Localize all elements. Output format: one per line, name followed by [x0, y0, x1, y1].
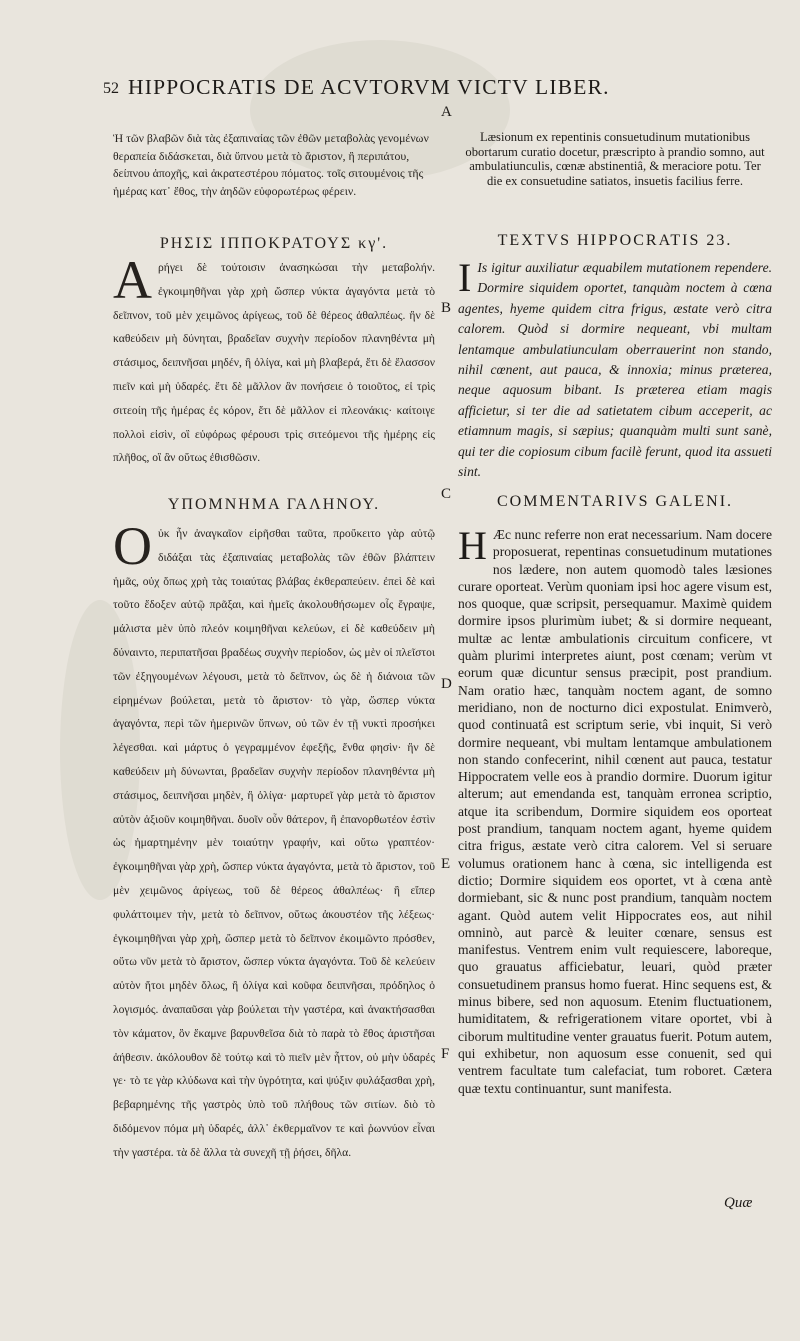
latin-commentary-body: Æc nunc referre non erat necessarium. Nam docere proposuerat, repentinas consuetudinum mutationes nos lædere, non autem quomodò tales læsiones curare oporteat. Verùm quoniam ipsi hoc agere visum est, nos quoque, quæ scripsit, persequamur. Maximè quidem dormire ipsos plurimùm iubet; & si dormire nequeant, multæ ac lentæ ambulationis circuitum conficere, vt quàm plurimi interpretes aiunt, post cœnam; verùm vt eorum quæ dicuntur sensus præcipit, post prandium. Nam oratio hæc, tanquàm noctem agant, de somno meridiano, non de nocturno dici expostulat. Enimverò, quod continuatâ est scriptum serie, vbi inquit, Si verò dormire nequeant, vbi multam lentamque ambulationem non stando confecerint, nihil cœnent aut pauca, testatur Hippocratem velle eos à prandio dormire. Duorum igitur alterum; aut emendanda est, tanquàm erronea scriptio, atque ita scribendum, Dormire siquidem eos oporteat post prandium, tanquam noctem agant, hyeme quidem citra frigus, æstate verò citra calorem. Vel si seruare volumus orationem hanc à cœna, sic intelligenda est dictio; Dormire siquidem eos oportet, vt à cœna antè dormiebant, sic & nunc post prandium, tanquàm noctem agant. Quòd autem velit Hippocrates eos, aut nihil omninò, aut parcè & leuiter cœnare, sensus est manifestus. Ventrem enim vult requiescere, laboreque, quo grauatus afficiebatur, leuari, quòd præter consuetudinem pransus homo fuerat. Hinc sequens est, & minus bibere, sed non aquosum. Etenim fluctuationem, humiditatem, & refrigerationem vitare oportet, vbi à ciborum multitudine venter grauatus fuerit. Potum autem, qui exhibetur, non aquosum esse conuenit, sed qui ventrem facultate tum calefaciat, tum roboret. Cætera quæ textu continuantur, sunt manifesta.: [458, 527, 772, 1096]
margin-letter-b: B: [441, 300, 452, 316]
latin-commentary: [458, 526, 772, 1180]
latin-text-body: Is igitur auxiliatur æquabilem mutationem rependere. Dormire siquidem oportet, tanquàm noctem à cœna agentes, hyeme quidem citra frigus, æstate verò citra calorem. Quòd si dormire nequeant, vbi multam lentamque ambulatiunculam oberrauerint non stando, nihil cœnent, aut pauca, & innoxia; minus præterea, neque aquosum bibant. Is præterea etiam magis afficietur, si ter die ad satietatem cibum acceperit, ac etiamnum magis, si sæpius; quanquàm multi sunt sanè, qui ter die copiosum cibum facilè ferunt, quod ita assueti sint.: [458, 260, 772, 480]
margin-letter-d: D: [441, 676, 452, 692]
greek-summary: Ἡ τῶν βλαβῶν διὰ τὰς ἐξαπιναίας τῶν ἐθῶν μεταβολὰς γενομένων θεραπεία διδάσκεται, διὰ ὕπνου μετὰ τὸ ἄριστον, ἢ περιπάτου, δείπνου ἀποχῆς, καὶ ἀκρατεστέρου πόματος. τοῖς σιτουμένοις τῆς ἡμέρας κατ᾽ ἔθος, τὴν ἀηδῶν εὐφορωτέρως φέρειν.: [113, 131, 429, 198]
greek-text-body: ρήγει δὲ τούτοισιν ἀνασηκώσαι τὴν μεταβολήν. ἐγκοιμηθῆναι γὰρ χρὴ ὥσπερ νύκτα ἀγαγόντα μετὰ τὸ δεῖπνον, τοῦ μὲν χειμῶνος ἀρίγεως, τοῦ δὲ θέρεος ἀθαλπέως. ἢν δὲ καθεύδειν μὴ δύνηται, βραδεῖαν συχνὴν περίοδον πλανηθέντα μὴ στάσιμος, δειπνῆσαι μηδέν, ἢ ὀλίγα, καὶ μὴ βλαβερά, ἔτι δὲ ἔλασσον πιεῖν καὶ μὴ ὑδαρές. ἔτι δὲ μᾶλλον ἂν πονήσειε ὁ τοιοῦτος, εἰ τρὶς σιτεοίη τῆς ἡμέρας ἐς κόρον, ἔτι δὲ μᾶλλον εἰ πλεονάκις· καίτοιγε πολλοὶ εἰσὶν, οἳ εὐφόρως φέρουσι τρὶς σιτεόμενοι τῆς ἡμέρης εἰς πλῆθος, οἳ ἂν οὕτως ἐθισθῶσιν.: [113, 261, 435, 464]
commentarius-heading: COMMENTARIVS GALENI.: [496, 493, 734, 510]
dropcap-h: H: [458, 526, 487, 568]
page-number: 52: [103, 80, 119, 97]
dropcap-i: I: [458, 258, 472, 300]
margin-letter-a: A: [441, 104, 452, 120]
greek-text: [113, 256, 435, 464]
greek-commentary: [113, 522, 435, 1182]
latin-text: [458, 258, 772, 490]
greek-commentary-body: ὐκ ἦν ἀναγκαῖον εἰρῆσθαι ταῦτα, προὔκειτο γὰρ αὐτῷ διδάξαι τὰς ἐξαπιναίας μεταβολὰς τῶν ἐθῶν βλάπτειν ἡμᾶς, οὐχ ὅπως χρὴ τὰς τοιαύτας βλάβας ἐκθεραπεύειν. ἐπεὶ δὲ καὶ τοῦτο ἔδοξεν αὐτῷ πρᾶξαι, καὶ ἡμεῖς ἀκολουθήσωμεν οἷς ἔγραψε, μάλιστα μὲν ὑπὸ πλεόν κοιμηθῆναι κελεύων, εἰ δὲ καθεύδειν μὴ δύναιντο, περιπατῆσαι βραδέως συχνὴν περίοδον, ὡς μὲν οἱ πλεῖστοι τῶν ἐξηγουμένων λέγουσι, μετὰ τὸ δεῖπνον, ὡς δὲ ἡ διάνοια τῶν εἰρημένων βούλεται, μετὰ τὸ ἄριστον· τὸ γὰρ, ὥσπερ νύκτα ἀγαγόντα, περὶ τῶν ἡμερινῶν ὕπνων, οὐ τῶν ἐν τῇ νυκτὶ προσήκει λέγεσθαι. καὶ μάρτυς ὁ γεγραμμένον ἐφεξῆς, ἔνθα φησὶν· ἢν δὲ καθεύδειν μὴ δύνωνται, βραδεῖαν συχνὴν περίοδον πλανηθέντα μὴ στάσιμος, δειπνῆσαι μηδὲν, ἢ ὀλίγα· μαρτυρεῖ γὰρ μετὰ τὸ ἄριστον αὐτὸν ἀξιοῦν κοιμηθῆναι. δυοῖν οὖν θάτερον, ἢ ἐπανορθωτέον ἐστὶν ὡς ἡμαρτημένην μὲν τοιαύτην γραφήν, καὶ οὕτω γραπτέον· ἐγκοιμηθῆναι γὰρ χρὴ, ὥσπερ νύκτα ἀγαγόντα, μετὰ τὸ ἄριστον, τοῦ μὲν χειμῶνος ἀρίγεως, τοῦ δὲ θέρεος ἀθαλπέως· ἢ εἴπερ φυλάττοιμεν τὴν, μετὰ τὸ δεῖπνον, οὕτως ἀκουστέον τῆς λέξεως· ἐγκοιμηθῆναι γὰρ χρὴ, ὥσπερ μετὰ τὸ δεῖπνον ἐκοιμῶντο πρόσθεν, οὕτω νῦν μετὰ τὸ ἄριστον, ὥσπερ νύκτα ἀγαγόντα. Τοῦ δὲ κελεύειν αὐτὸν ἤτοι μηδὲν ὅλως, ἢ ὀλίγα καὶ κοῦφα δειπνῆσαι, πρόδηλος ὁ λογισμός. ἀναπαῦσαι γὰρ βούλεται τὴν γαστέρα, καὶ ἀνακτήσασθαι τὸν κάματον, ὃν ἔκαμνε βαρυνθεῖσα διὰ τὸ παρὰ τὸ ἔθος ἀριστῆσαι ἀήθεσιν. ἀκόλουθον δὲ τούτῳ καὶ τὸ πιεῖν μὲν ἧττον, οὐ μὴν ὑδαρές γε· τὸ τε γὰρ κλύδωνα καὶ τὴν ὑγρότητα, καὶ ψύξιν φυλάξασθαι χρὴ, βεβαρημένης τῆς γαστρὸς ὑπὸ τοῦ πλήθους τῶν σιτίων. διὸ τὸ διδόμενον πόμα μὴ ὑδαρές, ἀλλ᾽ ἐκθερμαῖνον τε καὶ ῥωννύον εἶναι τὴν γαστέρα. τὰ δὲ ἄλλα τὰ συνεχῆ τῇ ῥήσει, δῆλα.: [113, 527, 435, 1159]
margin-letter-e: E: [441, 856, 451, 872]
catchword: Quæ: [724, 1195, 753, 1211]
running-title: HIPPOCRATIS DE ACVTORVM VICTV LIBER.: [128, 75, 610, 99]
margin-letter-c: C: [441, 486, 452, 502]
margin-letter-f: F: [441, 1046, 450, 1062]
dropcap-omicron: Ο: [113, 522, 152, 576]
dropcap-alpha: Α: [113, 256, 152, 310]
rhesis-heading: ΡΗΣΙΣ ΙΠΠΟΚΡΑΤΟΥΣ κγ'.: [159, 235, 389, 252]
hypomnema-heading: ΥΠΟΜΝΗΜΑ ΓΑΛΗΝΟΥ.: [167, 496, 381, 513]
latin-summary: Læsionum ex repentinis consuetudinum mutationibus obortarum curatio docetur, præscripto à prandio somno, aut ambulatiunculis, cœnæ abstinentiâ, & meraciore potu. Ter die ex consuetudine satiatos, insuetis facilius ferre.: [465, 130, 765, 188]
textus-heading: TEXTVS HIPPOCRATIS 23.: [497, 232, 733, 249]
